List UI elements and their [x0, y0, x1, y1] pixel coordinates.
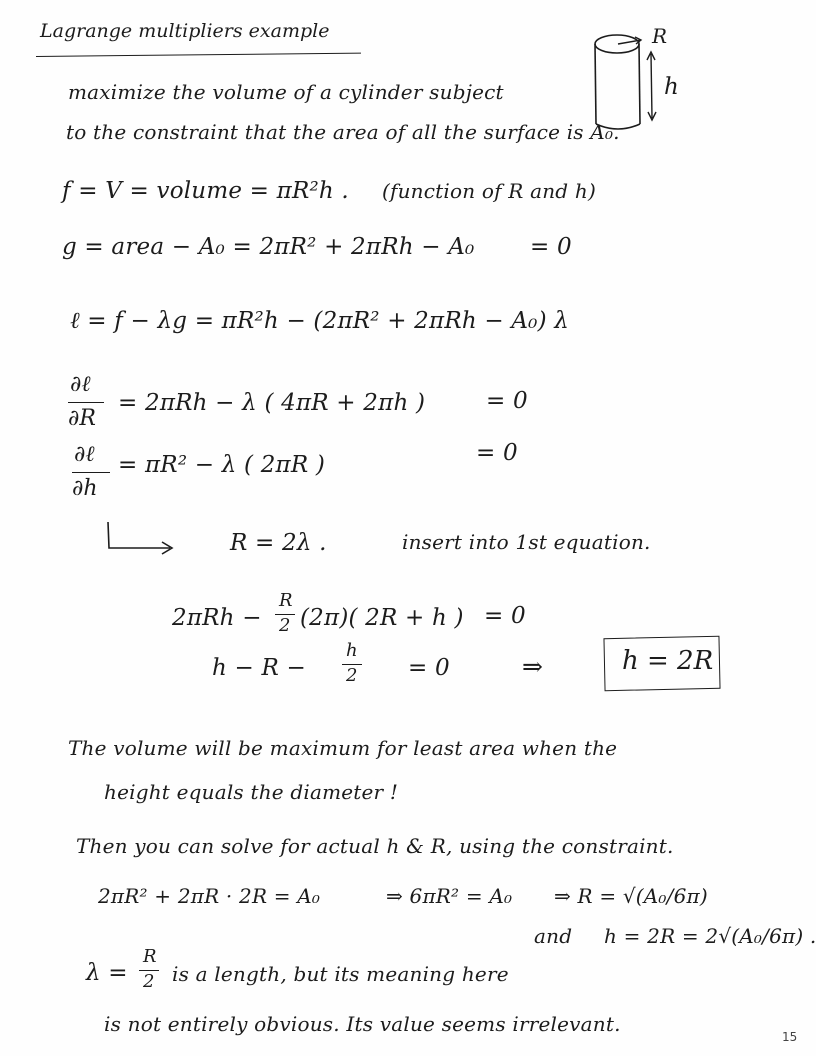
- lambda-equals: λ =: [86, 960, 128, 986]
- lambda-note-line-2: is not entirely obvious. Its value seems irrelevant.: [104, 1012, 621, 1036]
- dl-dh-equation: = πR² − λ ( 2πR ): [118, 452, 326, 478]
- dl-dh-numerator: ∂ℓ: [74, 442, 95, 467]
- dl-dr-fraction-bar: [68, 402, 104, 403]
- intro-line-2: to the constraint that the area of all the surface is A₀.: [66, 120, 620, 144]
- sub-line-1-frac-num: R: [279, 590, 293, 611]
- h-solution: h = 2R = 2√(A₀/6π) .: [604, 924, 816, 948]
- f-definition: f = V = volume = πR²h .: [62, 178, 349, 204]
- conclusion-line-3: Then you can solve for actual h & R, using the constraint.: [76, 834, 674, 858]
- conclusion-line-1: The volume will be maximum for least area when the: [68, 736, 618, 760]
- implies-arrow: ⇒: [522, 652, 544, 681]
- f-note: (function of R and h): [382, 179, 596, 203]
- g-definition: g = area − A₀ = 2πR² + 2πRh − A₀: [62, 234, 475, 260]
- sub-line-2-frac-num: h: [346, 640, 358, 661]
- answer-text: h = 2R: [622, 646, 714, 676]
- dl-dr-numerator: ∂ℓ: [70, 372, 91, 397]
- g-rhs: = 0: [530, 234, 572, 260]
- lambda-frac-num: R: [143, 946, 157, 967]
- sub-line-1-right: (2π)( 2R + h ): [300, 605, 464, 631]
- dl-dr-rhs: = 0: [486, 388, 528, 414]
- sub-line-2-rhs: = 0: [408, 655, 450, 681]
- dl-dr-denominator: ∂R: [68, 406, 96, 431]
- dl-dh-fraction-bar: [72, 472, 110, 473]
- dl-dr-equation: = 2πRh − λ ( 4πR + 2πh ): [118, 390, 426, 416]
- constraint-simplified: ⇒ 6πR² = A₀: [386, 884, 513, 908]
- sub-line-1-rhs: = 0: [484, 603, 526, 629]
- title-underline: [36, 53, 361, 57]
- conclusion-line-2: height equals the diameter !: [104, 780, 399, 804]
- figure-label-h: h: [664, 74, 680, 100]
- sub-line-2-frac-den: 2: [346, 665, 358, 686]
- page-number: 15: [782, 1030, 798, 1044]
- sub-line-1-frac-den: 2: [279, 615, 291, 636]
- lambda-note-line-1: is a length, but its meaning here: [172, 962, 509, 986]
- r-equals-2lambda: R = 2λ .: [230, 530, 327, 556]
- page-title: Lagrange multipliers example: [40, 20, 330, 42]
- insert-note: insert into 1st equation.: [402, 530, 651, 554]
- dl-dh-rhs: = 0: [476, 440, 518, 466]
- hook-arrow-icon: [104, 518, 184, 558]
- and-word: and: [534, 924, 573, 948]
- sub-line-2-left: h − R −: [212, 655, 307, 681]
- r-solution: ⇒ R = √(A₀/6π): [554, 884, 708, 908]
- intro-line-1: maximize the volume of a cylinder subject: [68, 80, 504, 104]
- dl-dh-denominator: ∂h: [72, 476, 98, 501]
- constraint-equation: 2πR² + 2πR · 2R = A₀: [98, 884, 321, 908]
- figure-label-r: R: [652, 24, 668, 48]
- lagrangian-definition: ℓ = f − λg = πR²h − (2πR² + 2πRh − A₀) λ: [70, 308, 570, 334]
- sub-line-1-left: 2πRh −: [172, 605, 262, 631]
- lambda-frac-den: 2: [143, 971, 155, 992]
